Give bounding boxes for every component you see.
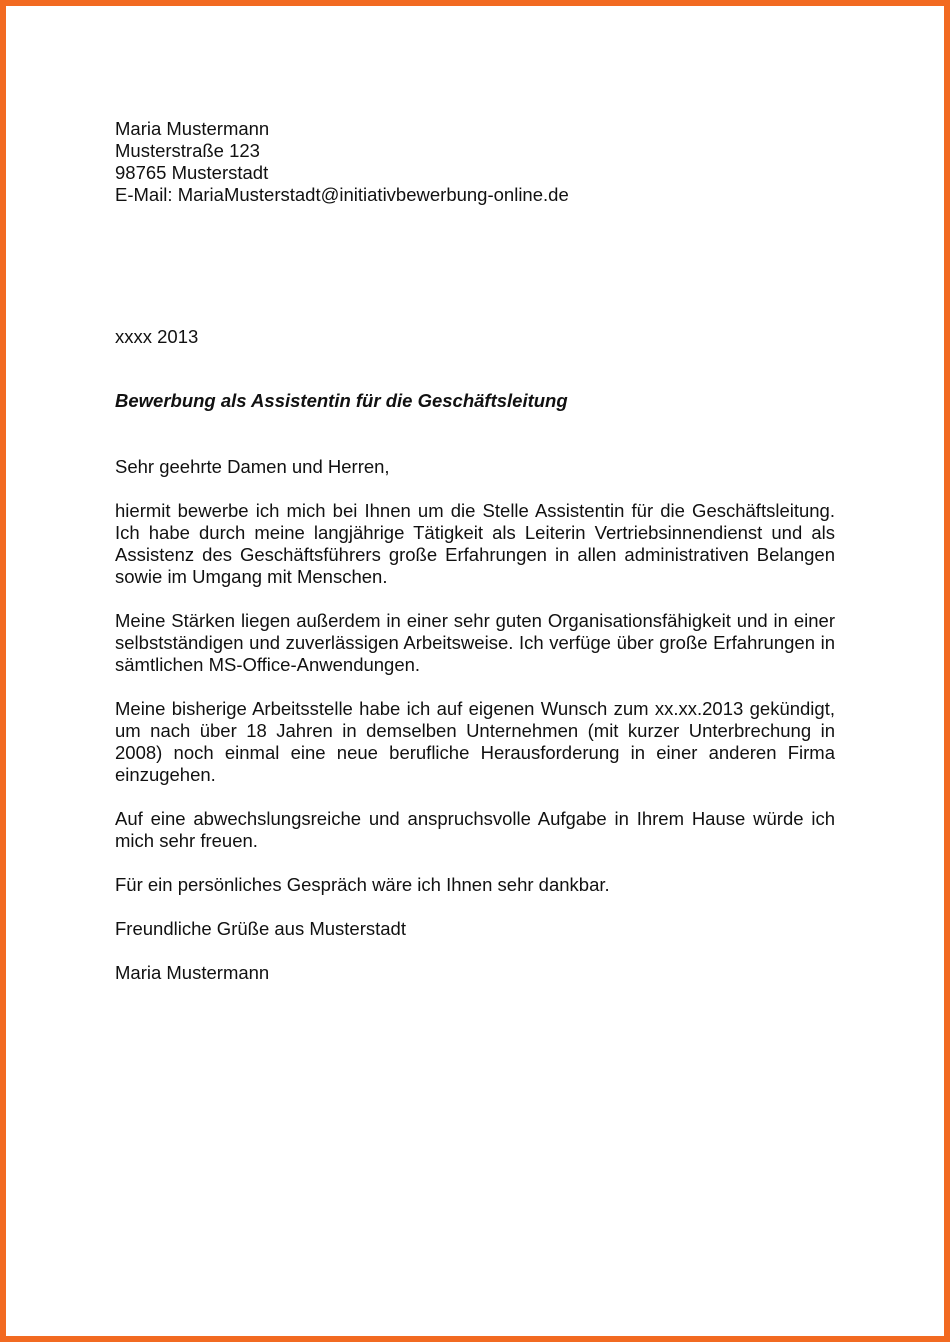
- letter-salutation: Sehr geehrte Damen und Herren,: [115, 456, 390, 477]
- sender-address-block: [115, 118, 835, 206]
- paragraph-previous-position: Meine bisherige Arbeitsstelle habe ich auf eigenen Wunsch zum xx.xx.2013 gekündigt, um nach über 18 Jahren in demselben Unternehmen (mit kurzer Unterbrechung in 2008) noch einmal eine neue berufliche Herausforderung in einer anderen Firma einzugehen.: [115, 698, 835, 785]
- paragraph-strengths: Meine Stärken liegen außerdem in einer sehr guten Organisationsfähigkeit und in einer selbstständigen und zuverlässigen Arbeitsweise. Ich verfüge über große Erfahrungen in sämtlichen MS-Office-Anwendungen.: [115, 610, 835, 675]
- sender-city: 98765 Musterstadt: [115, 162, 269, 183]
- letter-body: [115, 118, 835, 984]
- letter-date: xxxx 2013: [115, 326, 199, 347]
- paragraph-interview-request: Für ein persönliches Gespräch wäre ich Ihnen sehr dankbar.: [115, 874, 610, 895]
- sender-name: Maria Mustermann: [115, 118, 270, 139]
- letter-closing: Freundliche Grüße aus Musterstadt: [115, 918, 406, 939]
- letter-subject: Bewerbung als Assistentin für die Geschäftsleitung: [115, 390, 568, 411]
- letter-signature: Maria Mustermann: [115, 962, 270, 983]
- sender-email: E-Mail: MariaMusterstadt@initiativbewerbung-online.de: [115, 184, 569, 205]
- sender-street: Musterstraße 123: [115, 140, 260, 161]
- paragraph-motivation: Auf eine abwechslungsreiche und anspruchsvolle Aufgabe in Ihrem Hause würde ich mich sehr freuen.: [115, 808, 835, 851]
- paragraph-introduction: hiermit bewerbe ich mich bei Ihnen um die Stelle Assistentin für die Geschäftsleitung. Ich habe durch meine langjährige Tätigkeit als Leiterin Vertriebsinnendienst und als Assistenz des Geschäftsführers große Erfahrungen in allen administrativen Belangen sowie im Umgang mit Menschen.: [115, 500, 835, 587]
